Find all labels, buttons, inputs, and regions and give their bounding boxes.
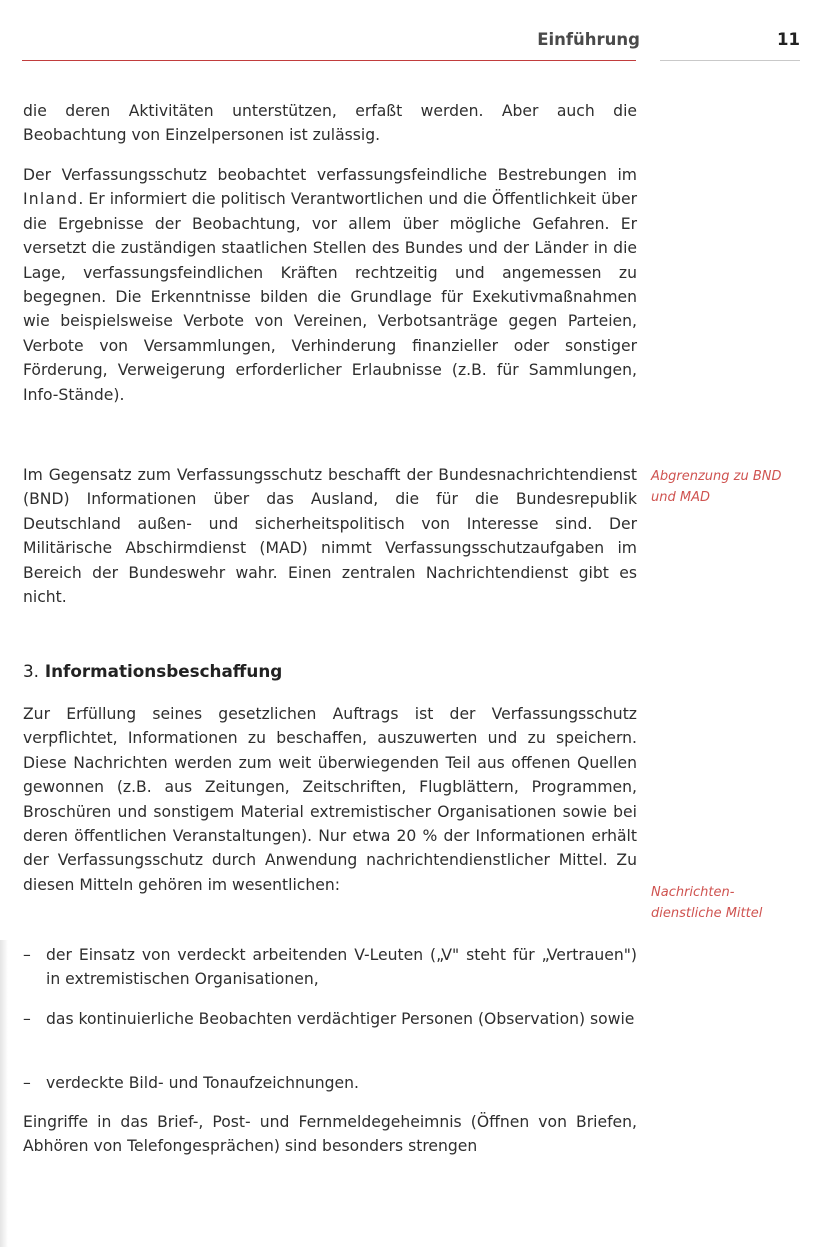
bullet-dash: – bbox=[23, 1010, 31, 1028]
bullet-item bbox=[23, 1071, 637, 1095]
paragraph-5: Eingriffe in das Brief-, Post- und Fernmeldegeheimnis (Öffnen von Briefen, Abhören von Telefongesprächen) sind besonders strengen bbox=[23, 1113, 637, 1156]
paragraph-2-emphasis: Inland bbox=[23, 190, 79, 209]
bullet-dash: – bbox=[23, 946, 31, 964]
bullet-text: verdeckte Bild- und Tonaufzeichnungen. bbox=[46, 1074, 359, 1092]
paragraph-4: Zur Erfüllung seines gesetzlichen Auftrags ist der Verfassungsschutz verpflichtet, Informationen zu beschaffen, auszuwerten und zu speichern. Diese Nachrichten werden zum weit überwiegenden Teil aus offenen Quellen gewonnen (z.B. aus Zeitungen, Zeitschriften, Flugblättern, Programmen, Broschüren und sonstigem Material extremistischer Organisationen sowie bei deren öffentlichen Veranstaltungen). Nur etwa 20 % der Informationen erhält der Verfassungsschutz durch Anwendung nachrichtendienstlicher Mittel. Zu diesen Mitteln gehören im wesentlichen: bbox=[23, 705, 637, 894]
bullet-dash: – bbox=[23, 1074, 31, 1092]
bullet-item bbox=[23, 1007, 637, 1031]
margin-note-nachrichtendienstliche-mittel: Nachrichten- dienstliche Mittel bbox=[651, 885, 763, 921]
page-number: 11 bbox=[777, 30, 800, 49]
margin-note-abgrenzung: Abgrenzung zu BND und MAD bbox=[651, 469, 782, 505]
scan-edge-shadow bbox=[0, 940, 8, 1247]
paragraph-1: die deren Aktivitäten unterstützen, erfaßt werden. Aber auch die Beobachtung von Einzelpersonen ist zulässig. bbox=[23, 102, 637, 145]
paragraph-2 bbox=[23, 163, 637, 407]
bullet-text: der Einsatz von verdeckt arbeitenden V-Leuten („V" steht für „Vertrauen") in extremistischen Organisationen, bbox=[46, 946, 637, 989]
section-number: 3. bbox=[23, 661, 40, 681]
paragraph-2-end: . Er informiert die politisch Verantwortlichen und die Öffentlichkeit über die Ergebnisse der Beobachtung, vor allem über mögliche Gefahren. Er versetzt die zuständigen staatlichen Stellen des Bundes und der Länder in die Lage, verfassungsfeindlichen Kräften rechtzeitig und angemessen zu begegnen. Die Erkenntnisse bilden die Grundlage für Exekutivmaßnahmen wie beispielsweise Verbote von Vereinen, Verbotsanträge gegen Parteien, Verbote von Versammlungen, Verhinderung finanzieller oder sonstiger Förderung, Verweigerung erforderlicher Erlaubnisse (z.B. für Sammlungen, Info-Stände). bbox=[23, 190, 637, 404]
section-title: Informationsbeschaffung bbox=[44, 661, 283, 681]
paragraph-3: Im Gegensatz zum Verfassungsschutz beschafft der Bundesnachrichtendienst (BND) Informationen über das Ausland, die für die Bundesrepublik Deutschland außen- und sicherheitspolitisch von Interesse sind. Der Militärische Abschirmdienst (MAD) nimmt Verfassungsschutzaufgaben im Bereich der Bundeswehr wahr. Einen zentralen Nachrichtendienst gibt es nicht. bbox=[23, 466, 637, 607]
bullet-item bbox=[23, 943, 637, 992]
header-rule-margin bbox=[660, 60, 800, 61]
bullet-text: das kontinuierliche Beobachten verdächtiger Personen (Observation) sowie bbox=[46, 1010, 635, 1028]
header-section-title: Einführung bbox=[537, 30, 640, 49]
header-rule bbox=[22, 60, 636, 61]
section-heading bbox=[23, 661, 282, 681]
paragraph-2-start: Der Verfassungsschutz beobachtet verfassungsfeindliche Bestrebungen im bbox=[23, 166, 637, 184]
